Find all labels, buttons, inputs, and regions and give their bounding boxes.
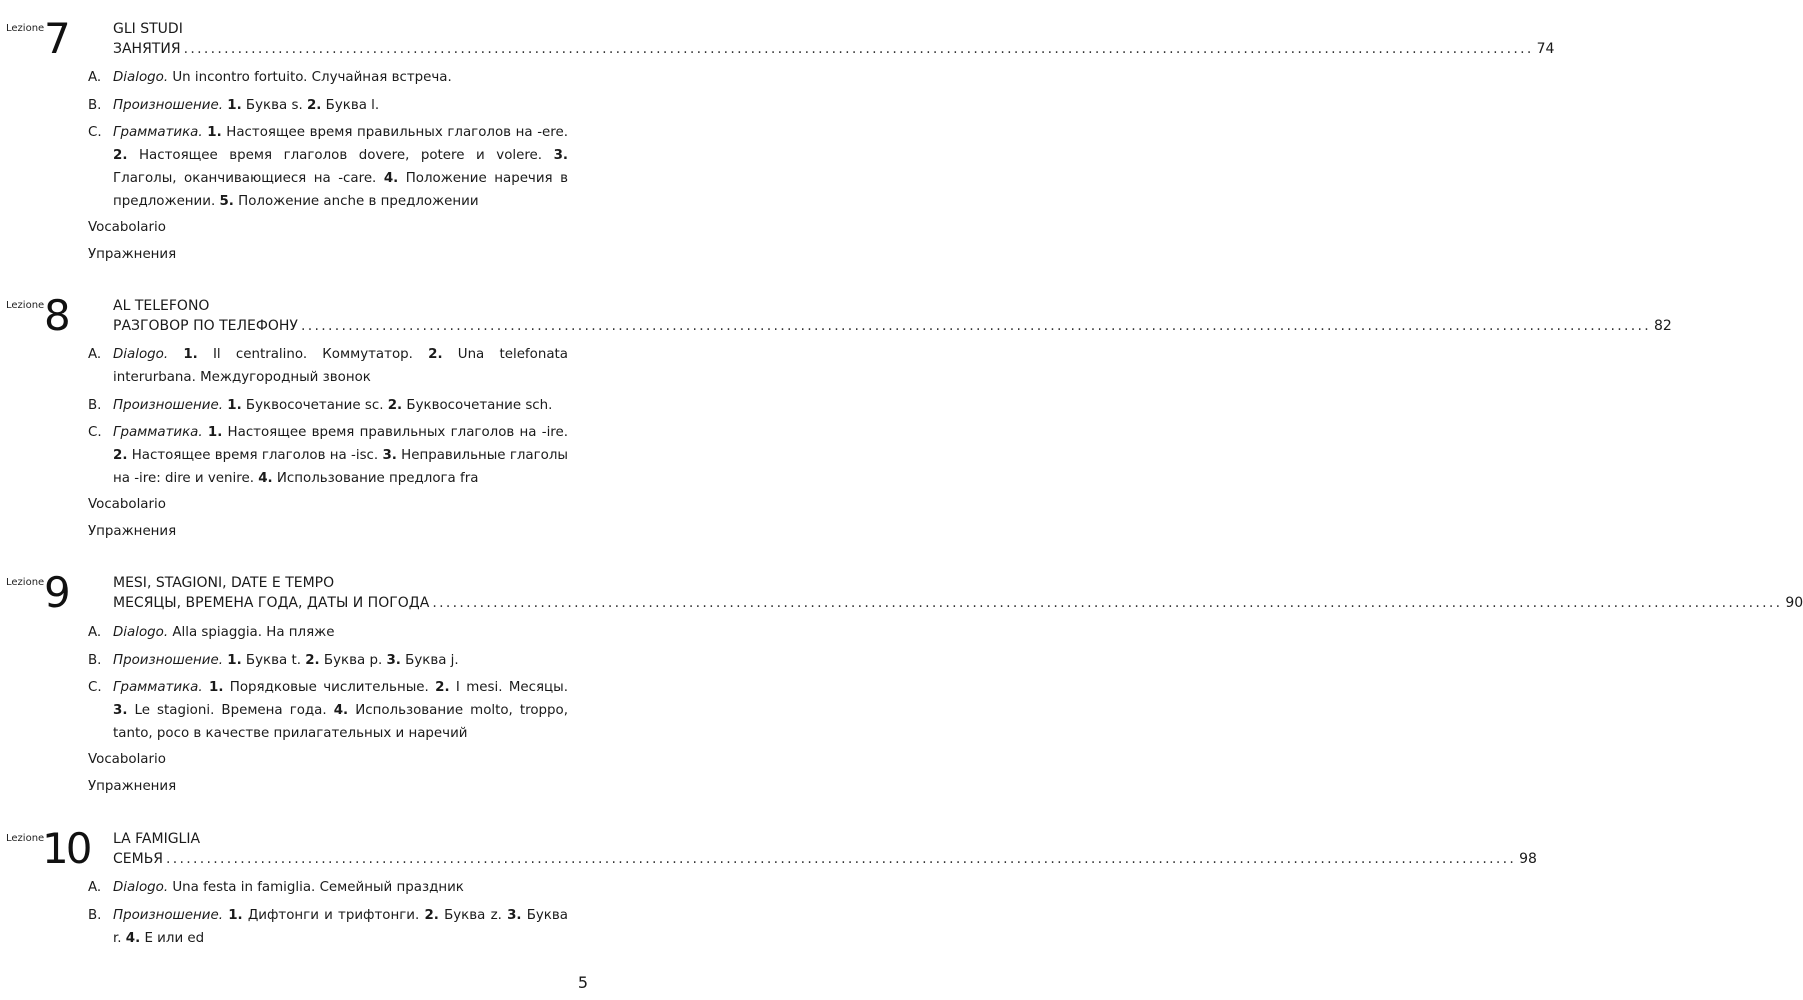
- section-letter: A.: [88, 347, 102, 362]
- section-heading: Произношение.: [113, 398, 223, 413]
- section-run: Le stagioni. Времена года.: [127, 703, 334, 718]
- section-text: [113, 421, 568, 490]
- section-text: [113, 94, 568, 117]
- item-number: 1.: [209, 680, 224, 695]
- section-heading: Dialogo.: [113, 347, 169, 362]
- lesson-number: 10: [42, 824, 90, 873]
- section-text: [113, 121, 568, 213]
- item-number: 2.: [305, 653, 320, 668]
- page-number: 5: [577, 973, 588, 992]
- section-text: [113, 343, 568, 389]
- section-run: Настоящее время правильных глаголов на -ere.: [221, 125, 568, 140]
- lesson-title-it: GLI STUDI: [113, 21, 183, 37]
- item-number: 3.: [553, 148, 568, 163]
- lesson-title-ru: МЕСЯЦЫ, ВРЕМЕНА ГОДА, ДАТЫ И ПОГОДА: [113, 595, 430, 611]
- lesson-title-ru: СЕМЬЯ: [113, 851, 164, 867]
- section-letter: C.: [88, 425, 102, 440]
- section-heading: Произношение.: [113, 98, 223, 113]
- item-number: 3.: [507, 908, 522, 923]
- lesson-label: Lezione: [6, 833, 45, 844]
- lesson-title-ru: РАЗГОВОР ПО ТЕЛЕФОНУ: [113, 318, 298, 334]
- page-ref: 98: [1519, 851, 1537, 867]
- section-heading: Произношение.: [113, 653, 223, 668]
- lesson-title-it: LA FAMIGLIA: [113, 831, 201, 847]
- section-text: [113, 676, 568, 745]
- item-number: 1.: [183, 347, 198, 362]
- vocabolario-entry: Vocabolario: [88, 752, 166, 767]
- section-run: Порядковые числительные.: [223, 680, 436, 695]
- section-text: [113, 394, 568, 417]
- section-run: Un incontro fortuito. Случайная встреча.: [168, 70, 452, 85]
- leader-dots: ........................................................................................................................................................................................................: [432, 595, 1783, 611]
- lesson-title-ru: ЗАНЯТИЯ: [113, 41, 181, 57]
- item-number: 2.: [306, 98, 322, 113]
- lesson-title-it: AL TELEFONO: [113, 298, 210, 314]
- section-b: [88, 394, 568, 417]
- section-run: Una telefonata interurbana. Междугородный звонок: [113, 347, 568, 385]
- item-number: 5.: [219, 194, 234, 209]
- section-letter: C.: [88, 125, 102, 140]
- section-heading: Произношение.: [113, 908, 223, 923]
- section-run: Глаголы, оканчивающиеся на -care.: [113, 171, 384, 186]
- section-b: [88, 904, 568, 950]
- item-number: 2.: [428, 347, 443, 362]
- section-text: [113, 66, 568, 89]
- lesson-number: 7: [44, 14, 70, 63]
- exercises-entry: Упражнения: [88, 779, 177, 794]
- section-letter: A.: [88, 625, 102, 640]
- item-number: 2.: [387, 398, 403, 413]
- section-text: [113, 876, 568, 899]
- exercises-entry: Упражнения: [88, 247, 177, 262]
- item-number: 1.: [227, 653, 242, 668]
- section-heading: Грамматика.: [113, 125, 203, 140]
- section-c: [88, 121, 568, 213]
- section-text: [113, 649, 568, 672]
- item-number: 4.: [383, 171, 399, 186]
- section-heading: Грамматика.: [113, 425, 203, 440]
- section-a: [88, 621, 568, 644]
- leader-dots: ........................................................................................................................................................................................................: [166, 851, 1517, 867]
- leader-dots: ........................................................................................................................................................................................................: [300, 318, 1652, 334]
- lesson-label: Lezione: [6, 23, 45, 34]
- section-text: [113, 904, 568, 950]
- section-run: Неправильные глаголы на -ire: dire и venire.: [113, 448, 568, 486]
- section-run: Буква z.: [438, 908, 508, 923]
- section-run: Положение anche в предложении: [233, 194, 479, 209]
- section-letter: A.: [88, 70, 102, 85]
- item-number: 2.: [435, 680, 450, 695]
- section-run: Il centralino. Коммутатор.: [197, 347, 429, 362]
- section-run: Буква s.: [241, 98, 307, 113]
- item-number: 4.: [333, 703, 349, 718]
- section-c: [88, 421, 568, 490]
- item-number: 2.: [113, 448, 128, 463]
- section-run: E или ed: [140, 931, 205, 946]
- lesson-number: 9: [44, 568, 70, 617]
- section-letter: B.: [88, 653, 102, 668]
- page-ref: 90: [1785, 595, 1803, 611]
- section-run: [168, 347, 183, 362]
- section-letter: B.: [88, 908, 102, 923]
- section-run: Настоящее время глаголов dovere, potere и volere.: [127, 148, 554, 163]
- toc-entry[interactable]: [113, 41, 1555, 60]
- item-number: 4.: [258, 471, 273, 486]
- section-run: Буква r.: [113, 908, 568, 946]
- section-run: Буква p.: [319, 653, 387, 668]
- item-number: 3.: [113, 703, 128, 718]
- item-number: 1.: [228, 908, 243, 923]
- section-letter: C.: [88, 680, 102, 695]
- item-number: 3.: [386, 653, 401, 668]
- section-heading: Грамматика.: [113, 680, 203, 695]
- section-text: [113, 621, 568, 644]
- vocabolario-entry: Vocabolario: [88, 220, 166, 235]
- toc-entry[interactable]: [113, 318, 1672, 337]
- lesson-label: Lezione: [6, 577, 45, 588]
- section-letter: A.: [88, 880, 102, 895]
- item-number: 1.: [207, 425, 223, 440]
- exercises-entry: Упражнения: [88, 524, 177, 539]
- section-c: [88, 676, 568, 745]
- item-number: 3.: [382, 448, 397, 463]
- toc-entry[interactable]: [113, 595, 1803, 614]
- lesson-title-it: MESI, STAGIONI, DATE E TEMPO: [113, 575, 335, 591]
- leader-dots: ........................................................................................................................................................................................................: [183, 41, 1534, 57]
- page-ref: 74: [1536, 41, 1555, 57]
- toc-entry[interactable]: [113, 851, 1537, 870]
- section-heading: Dialogo.: [113, 70, 169, 85]
- section-run: Буква l.: [321, 98, 380, 113]
- section-run: Настоящее время правильных глаголов на -ire.: [222, 425, 568, 440]
- section-b: [88, 649, 568, 672]
- section-a: [88, 66, 568, 89]
- section-run: I mesi. Месяцы.: [449, 680, 568, 695]
- section-run: Настоящее время глаголов на -isc.: [127, 448, 383, 463]
- item-number: 1.: [207, 125, 222, 140]
- section-run: Использование molto, troppo, tanto, poco в качестве прилагательных и наречий: [113, 703, 568, 741]
- section-b: [88, 94, 568, 117]
- section-run: Una festa in famiglia. Семейный праздник: [168, 880, 464, 895]
- section-run: Использование предлога fra: [272, 471, 479, 486]
- section-run: Alla spiaggia. На пляже: [168, 625, 335, 640]
- section-run: Положение наречия в предложении.: [113, 171, 568, 209]
- section-run: Буква t.: [241, 653, 306, 668]
- section-a: [88, 343, 568, 389]
- section-run: Буква j.: [400, 653, 459, 668]
- section-heading: Dialogo.: [113, 880, 169, 895]
- section-letter: B.: [88, 98, 102, 113]
- section-a: [88, 876, 568, 899]
- item-number: 4.: [125, 931, 141, 946]
- section-heading: Dialogo.: [113, 625, 169, 640]
- lesson-number: 8: [44, 291, 70, 340]
- lesson-label: Lezione: [6, 300, 45, 311]
- item-number: 1.: [227, 98, 242, 113]
- vocabolario-entry: Vocabolario: [88, 497, 166, 512]
- section-run: Буквосочетание sc.: [241, 398, 388, 413]
- item-number: 1.: [227, 398, 242, 413]
- page-ref: 82: [1654, 318, 1672, 334]
- section-letter: B.: [88, 398, 102, 413]
- section-run: Дифтонги и трифтонги.: [242, 908, 425, 923]
- item-number: 2.: [113, 148, 128, 163]
- item-number: 2.: [424, 908, 439, 923]
- section-run: Буквосочетание sch.: [402, 398, 553, 413]
